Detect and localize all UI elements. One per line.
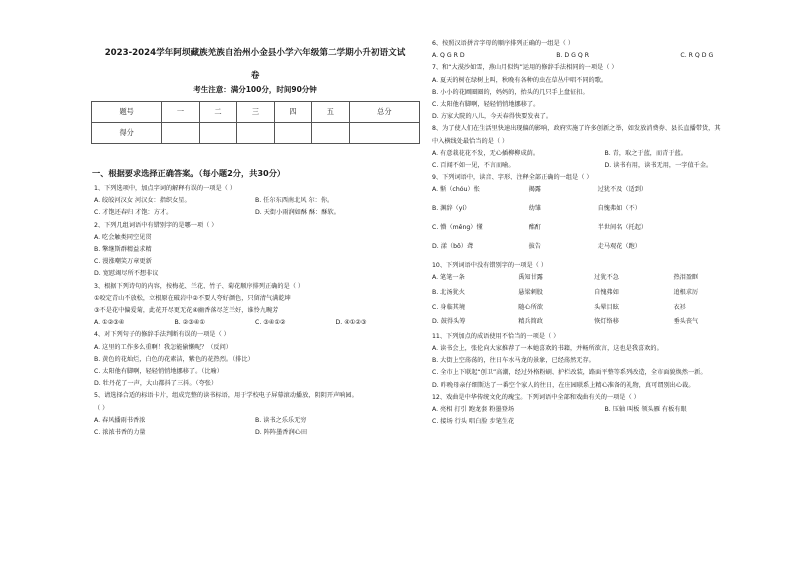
- score-header-cell: 五: [312, 102, 349, 123]
- answer-option-word: 禹知甘露: [518, 274, 543, 282]
- answer-option: B. 压轴 叫板 领头雁 有板有眼: [604, 406, 687, 413]
- question-stem: 12、戏曲是中华传统文化的瑰宝。下列词语中全部和戏曲有关的一项是（ ）: [432, 393, 640, 401]
- answer-option-word: 酩酊: [528, 224, 541, 232]
- question-stem: 7、和“大漠沙如雪，燕山月似钩”运用的修辞手法相同的一项是（ ）: [432, 64, 618, 72]
- answer-option-word: 悬梁刺股: [518, 288, 543, 296]
- score-header-cell: 四: [274, 102, 311, 123]
- answer-option: D. 鼓得头筹: [432, 318, 466, 326]
- answer-option: C. 接场 行头 唱白脸 步笔生花: [432, 418, 515, 426]
- answer-option: A. 这里的工作多么重啊！我怎能偷懒呢？（反问）: [94, 343, 232, 351]
- answer-option: D. 宽慰竭尽所不想非议: [94, 270, 159, 278]
- question-stem: 8、为了使人们在生活里快速出现偏的影响，政府实施了许多创新之举，如发放消费券、县长直播带货，其: [432, 125, 721, 133]
- answer-option-word: 过犹不急: [594, 274, 619, 282]
- score-cell[interactable]: [312, 123, 349, 144]
- answer-option: A. 有意栽花花不发，无心插柳柳成荫。: [432, 149, 540, 157]
- answer-option-word: 精兵简政: [518, 318, 543, 326]
- score-cell[interactable]: [199, 123, 236, 144]
- exam-notice: 考生注意：满分100分，时间90分钟: [193, 85, 317, 94]
- answer-option-word: 恢灯络移: [594, 318, 619, 326]
- question-material-line: ③不是花中偏爱菊，此花开尽更无花④幽香落尽芝兰好，谁怜九畹芳: [94, 307, 279, 314]
- answer-option: C. 懵（měng）懂: [432, 224, 483, 232]
- answer-option-word: 热泪盈眶: [673, 274, 699, 282]
- score-cell[interactable]: [162, 123, 199, 144]
- answer-option-word: 半世间名（托起）: [597, 224, 648, 232]
- score-header-cell: 一: [162, 102, 199, 123]
- score-header-cell: 题号: [92, 102, 162, 123]
- question-stem: 1、下列选项中，加点字词的解释有误的一项是（ ）: [94, 185, 237, 192]
- answer-option: C. 全市上下联起“创卫”高潮，经过外格粉刷、护栏改装，路面平整等系列改造，全市面貌焕然一新。: [432, 369, 707, 377]
- question-stem: 10、下列词语中没有错别字的一项是（ ）: [432, 262, 548, 270]
- answer-option: B. 擎继斯群精益求精: [94, 246, 152, 253]
- answer-option: A. 春风播雨书香浓: [94, 416, 146, 424]
- answer-option: B. 任尔东西南北风 尔：你。: [255, 197, 334, 205]
- answer-option: A. 笔笔一条: [432, 274, 465, 282]
- answer-option: C. 浓浓书香的力量: [94, 429, 146, 436]
- question-stem: 6、按照汉语拼音字母的顺序排列正确的一组是（ ）: [432, 40, 575, 47]
- answer-option-word: 衣衫: [673, 303, 686, 311]
- answer-option: B. D G Q R: [556, 52, 589, 60]
- answer-option: C. 太阳他有脚啊，轻轻悄悄地挪移了。: [432, 101, 540, 108]
- answer-option: D. 牡丹花了一声，大山都抖了三抖。（夸张）: [94, 380, 218, 388]
- exam-title: [90, 42, 420, 88]
- answer-option-word: 垂头丧气: [673, 318, 699, 326]
- answer-option: B. 大街上空荡荡的，往日车水马龙的景象，已经荡然无存。: [432, 357, 595, 365]
- answer-option: B. 青，取之于蓝，而青于蓝。: [604, 149, 687, 157]
- score-table-score-row: [92, 123, 420, 144]
- answer-option-word: 拔告: [528, 243, 541, 251]
- score-cell[interactable]: [274, 123, 311, 144]
- answer-option: A. 皎皎河汉女 河汉女：指织女星。: [94, 197, 191, 205]
- question-material-line: ①咬定青山不放松，立根原在破岩中②不要人夸好颜色，只留清气满乾坤: [94, 294, 291, 302]
- answer-option: A. Q G R D: [432, 52, 465, 60]
- answer-option: D. ④①②③: [335, 319, 367, 327]
- answer-option-word: 追根求厉: [673, 288, 699, 296]
- answer-option: C. 百闻不如一见，不言而喻。: [432, 162, 515, 169]
- question-stem: 9、下列词语中，读音、字形、注释全部正确的一组是（ ）: [432, 174, 593, 182]
- question-stem: 2、下列几组词语中有错别字的是哪一项（ ）: [94, 221, 218, 229]
- answer-option: A. ①②③④: [94, 319, 125, 327]
- answer-option-word: 幼雏: [528, 205, 541, 213]
- answer-option: D. 读书有用，读书无用，一字值千金。: [604, 162, 713, 169]
- answer-option: D. 阵阵墨香润心田: [255, 429, 308, 436]
- exam-title-line2: 卷: [250, 71, 260, 81]
- score-header-cell: 总分: [349, 102, 419, 123]
- answer-option: D. 天街小雨润如酥 酥：酥软。: [255, 209, 340, 217]
- score-header-cell: 二: [199, 102, 236, 123]
- answer-option-word: 自愧弗如: [594, 288, 619, 296]
- score-cell[interactable]: [349, 123, 419, 144]
- answer-option: C. 才饱还春归 才饱：方才。: [94, 209, 173, 217]
- answer-option: C. ③④①②: [255, 319, 286, 327]
- answer-option-word: 揭露: [528, 186, 541, 194]
- answer-option: A. 夏天的树在绿树上叫，秋晚有各种的虫在草丛中唱不同的歌。: [432, 76, 608, 84]
- question-stem: 4、对下列句子的修辞手法判断有误的一项是（ ）: [94, 331, 230, 339]
- score-table: [91, 101, 420, 144]
- score-row-label: 得分: [92, 123, 162, 144]
- answer-option: C. R Q D G: [680, 52, 714, 60]
- section-one-heading: 一、根据要求选择正确答案。（每小题2分，共30分）: [92, 168, 286, 178]
- score-cell[interactable]: [237, 123, 274, 144]
- answer-option-word: 头晕目眩: [594, 303, 619, 311]
- answer-option: B. 读书之乐乐无穷: [255, 416, 307, 424]
- question-stem-continued: （ ）: [94, 404, 109, 412]
- answer-option: B. 小小的花圃圈圈的，妈妈的，抬头的几只手上盘征扣。: [432, 88, 589, 96]
- score-table-header-row: [92, 102, 420, 123]
- answer-option-word: 过犹不及（适到）: [597, 186, 648, 194]
- exam-title-line1: 2023-2024学年阿坝藏族羌族自治州小金县小学六年级第二学期小升初语文试: [104, 48, 406, 58]
- answer-option: B. 北汤犹火: [432, 288, 465, 296]
- answer-option: A. 吃会触类同空见贯: [94, 233, 152, 241]
- answer-option-word: 自愧弗如（不）: [597, 205, 641, 213]
- answer-option: C. 身临其境: [432, 303, 466, 311]
- question-stem: 3、根据下列诗句的内容，按梅花、兰花、竹子、菊花顺序排列正确的是（ ）: [94, 282, 305, 290]
- answer-option: B. 渊辞（yí）: [432, 205, 471, 213]
- answer-option: A. 亮相 打引 跑龙套 粉墨登场: [432, 406, 515, 413]
- answer-option: C. 漫涨嘲笑万章更新: [94, 258, 152, 266]
- question-stem-continued: 中入横线处最恰当的是（ ）: [432, 137, 509, 145]
- answer-option: A. 读书会上，张伦向大家推荐了一本她喜欢的书籍，并畅所欲言，这也是我喜欢的。: [432, 345, 663, 352]
- answer-option: D. 昨晚母亲仔细斯达了一番空个家人的往日，在庄园联系上精心准备的礼物，真可谓别出心裁。: [432, 381, 695, 389]
- question-stem: 5、请选择合适的标语卡片，组成完整的读书标语，用于学校电子屏幕滚动播放，阴阴开声响园。: [94, 392, 358, 400]
- answer-option: A. 惭（chóu）怅: [432, 186, 480, 194]
- answer-option-word: 随心所欲: [518, 303, 543, 311]
- answer-option: B. 黄色的花灿烂，白色的花素洁，紫色的花热烈。（排比）: [94, 355, 254, 363]
- answer-option: D. 方家大院的八儿，今天春得快要发表了。: [432, 113, 553, 121]
- answer-option-word: 走马观花（跑）: [597, 243, 641, 251]
- question-stem: 11、下列加点的成语使用不恰当的一项是（ ）: [432, 332, 560, 340]
- score-header-cell: 三: [237, 102, 274, 123]
- answer-option: C. 太阳他有脚啊，轻轻悄悄地挪移了。（比喻）: [94, 368, 223, 375]
- answer-option: B. ②③④①: [174, 319, 205, 327]
- answer-option: D. 漾（bō）聋: [432, 243, 474, 251]
